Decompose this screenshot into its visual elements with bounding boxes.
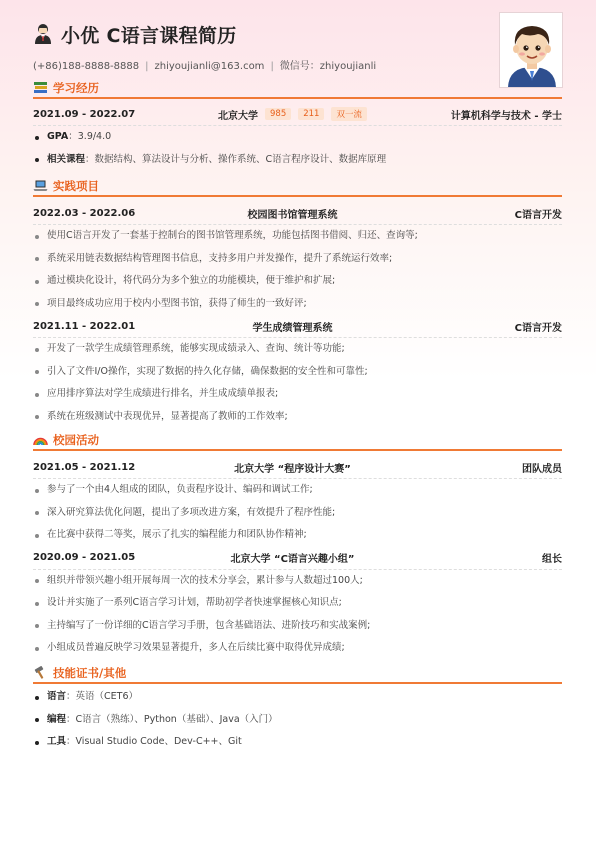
- list-item: 在比赛中获得二等奖，展示了扎实的编程能力和团队协作精神;: [33, 524, 562, 547]
- project-entry-header: [33, 202, 562, 224]
- list-item: 工具：Visual Studio Code、Dev-C++、Git: [33, 731, 562, 754]
- activity-date: 2020.09 - 2021.05: [33, 552, 136, 563]
- projects-title: 实践项目: [53, 178, 99, 193]
- activities-title: 校园活动: [53, 432, 99, 447]
- project-date: 2022.03 - 2022.06: [33, 207, 136, 219]
- wechat-id: 微信号：zhiyoujianli: [279, 61, 377, 72]
- education-title: 学习经历: [53, 80, 99, 95]
- books-icon: [33, 81, 48, 94]
- contact-line: (+86)188-8888-8888 | zhiyoujianli@163.com | 微信号：zhiyoujianli: [33, 61, 377, 72]
- project-bullets: [33, 225, 562, 315]
- person-icon: [33, 23, 53, 45]
- list-item: 引入了文件I/O操作，实现了数据的持久化存储，确保数据的安全性和可靠性;: [33, 361, 562, 384]
- resume-header: [33, 20, 493, 72]
- project-bullets: [33, 338, 562, 428]
- project-name: 校园图书馆管理系统: [247, 209, 338, 221]
- activity-role: 团队成员: [522, 463, 562, 475]
- major-degree: 计算机科学与技术 - 学士: [450, 110, 562, 122]
- education-section: [33, 80, 562, 171]
- activity-entry-header: [33, 456, 562, 478]
- activity-bullets: [33, 570, 562, 660]
- list-item: 语言：英语（CET6）: [33, 686, 562, 709]
- skills-section: [33, 665, 562, 754]
- list-item: 深入研究算法优化问题，提出了多项改进方案，有效提升了程序性能;: [33, 502, 562, 525]
- list-item: 通过模块化设计，将代码分为多个独立的功能模块，便于维护和扩展;: [33, 270, 562, 293]
- list-item: 项目最终成功应用于校内小型图书馆，获得了师生的一致好评;: [33, 293, 562, 316]
- project-name: 学生成绩管理系统: [252, 322, 333, 334]
- hammer-icon: [33, 666, 48, 679]
- phone-number: (+86)188-8888-8888: [33, 61, 140, 72]
- list-item: 主持编写了一份详细的C语言学习手册，包含基础语法、进阶技巧和实战案例;: [33, 615, 562, 638]
- list-item: 参与了一个由4人组成的团队，负责程序设计、编码和调试工作;: [33, 479, 562, 502]
- rainbow-icon: [33, 433, 48, 446]
- education-entry-header: [33, 103, 562, 125]
- avatar: [499, 12, 563, 88]
- education-date: 2021.09 - 2022.07: [33, 108, 136, 120]
- projects-section: [33, 178, 562, 428]
- avatar-image: [500, 13, 563, 88]
- list-item: 设计并实施了一系列C语言学习计划，帮助初学者快速掌握核心知识点;: [33, 592, 562, 615]
- school-name: 北京大学: [218, 110, 258, 122]
- school-tag: 211: [298, 108, 324, 120]
- skills-heading: [33, 665, 562, 684]
- project-date: 2021.11 - 2022.01: [33, 320, 136, 332]
- list-item: 系统采用链表数据结构管理图书信息，支持多用户并发操作，提升了系统运行效率;: [33, 248, 562, 271]
- list-item: 组织并带领兴趣小组开展每周一次的技术分享会，累计参与人数超过100人;: [33, 570, 562, 593]
- activities-heading: [33, 432, 562, 451]
- education-heading: [33, 80, 562, 99]
- list-item: 系统在班级测试中表现优异，显著提高了教师的工作效率;: [33, 406, 562, 429]
- list-item: 小组成员普遍反映学习效果显著提升，多人在后续比赛中取得优异成绩;: [33, 637, 562, 660]
- list-item: 使用C语言开发了一套基于控制台的图书馆管理系统，功能包括图书借阅、归还、查询等;: [33, 225, 562, 248]
- projects-heading: [33, 178, 562, 197]
- school-tag: 双一流: [331, 107, 367, 121]
- education-details: [33, 126, 562, 171]
- list-item: 相关课程：数据结构、算法设计与分析、操作系统、C语言程序设计、数据库原理: [33, 149, 562, 172]
- skills-title: 技能证书/其他: [53, 665, 127, 680]
- activities-section: [33, 432, 562, 660]
- skills-list: [33, 686, 562, 754]
- email-address: zhiyoujianli@163.com: [154, 61, 265, 72]
- resume-title: 小优 C语言课程简历: [61, 24, 237, 47]
- laptop-icon: [33, 179, 48, 192]
- project-role: C语言开发: [514, 209, 562, 221]
- list-item: 开发了一款学生成绩管理系统，能够实现成绩录入、查询、统计等功能;: [33, 338, 562, 361]
- list-item: GPA：3.9/4.0: [33, 126, 562, 149]
- school-tag: 985: [265, 108, 291, 120]
- project-role: C语言开发: [514, 322, 562, 334]
- list-item: 应用排序算法对学生成绩进行排名，并生成成绩单报表;: [33, 383, 562, 406]
- activity-entry-header: [33, 547, 562, 569]
- activity-role: 组长: [542, 554, 562, 565]
- activity-bullets: [33, 479, 562, 547]
- activity-name: 北京大学 “C语言兴趣小组”: [230, 554, 355, 565]
- activity-date: 2021.05 - 2021.12: [33, 461, 136, 473]
- list-item: 编程：C语言（熟练）、Python（基础）、Java（入门）: [33, 709, 562, 732]
- project-entry-header: [33, 315, 562, 337]
- activity-name: 北京大学 “程序设计大赛”: [234, 463, 351, 475]
